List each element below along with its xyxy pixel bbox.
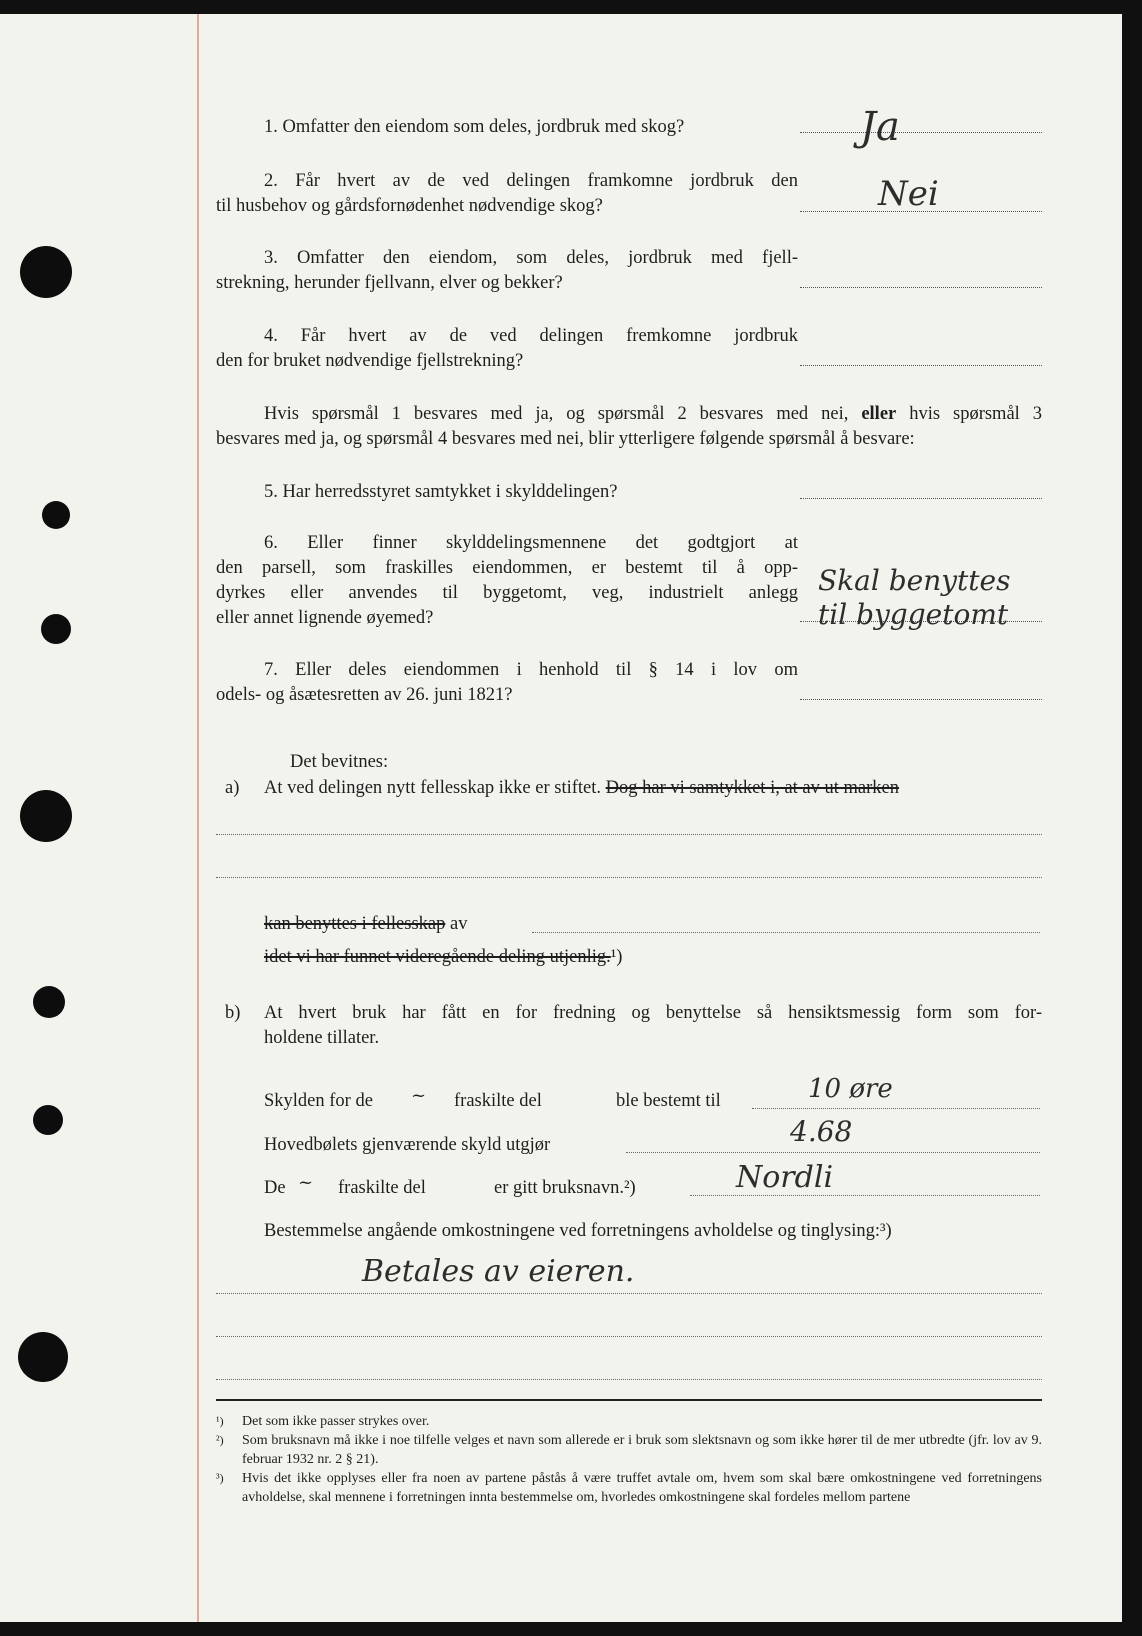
attest-b-label: b) [225, 1003, 241, 1023]
question-text: 1. Omfatter den eiendom som deles, jordbruk med skog? [264, 117, 685, 137]
question-3 [216, 246, 798, 296]
question-2 [216, 169, 798, 219]
attest-heading: Det bevitnes: [290, 752, 389, 772]
navn-label-3: er gitt bruksnavn.²) [494, 1178, 636, 1198]
skyld-mark: ~ [411, 1085, 427, 1106]
footnote-text: Som bruksnavn må ikke i noe tilfelle velges et navn som allerede er i bruk som slektsnavn og som ikke hører til de mer utbredte (jfr. lov av 9. februar 1932 nr. 2 § 21). [242, 1433, 1042, 1467]
question-4 [216, 324, 798, 374]
condition-text: Hvis spørsmål 1 besvares med ja, og spørsmål 2 besvares med nei, [264, 404, 862, 424]
punch-hole [33, 986, 65, 1018]
attest-a-struck: Dog har vi samtykket i, at av ut marken [605, 778, 900, 798]
navn-label-2: fraskilte del [338, 1178, 426, 1198]
navn-value: Nordli [736, 1160, 834, 1195]
question-text: odels- og åsætesretten av 26. juni 1821? [216, 685, 513, 705]
skyld-label-1: Skylden for de [264, 1091, 373, 1111]
question-text: 6. Eller finner skylddelingsmennene det godtgjort at [264, 533, 798, 553]
struck-line-4 [264, 945, 622, 970]
struck-text: idet vi har funnet videregående deling utjenlig. [264, 947, 611, 967]
attest-b-text [264, 1001, 1042, 1051]
margin-line [197, 14, 199, 1622]
hovedbol-label: Hovedbølets gjenværende skyld utgjør [264, 1135, 551, 1155]
struck-line-3 [264, 912, 467, 937]
plain-text: av [449, 914, 468, 934]
attest-b-line-1: At hvert bruk har fått en for fredning og benyttelse så hensiktsmessig form som for- [264, 1003, 1042, 1023]
dotted-line [752, 1108, 1040, 1109]
footnote-mark: ³) [216, 1471, 224, 1485]
dotted-line [216, 1336, 1042, 1337]
condition-bold: eller [861, 404, 897, 424]
punch-hole [42, 501, 70, 529]
footnote-text: Hvis det ikke opplyses eller fra noen av partene påstås å være truffet avtale om, hvem som skal bære omkostningene ved forretningens avholdelse, skal mennene i forretningen innta bestemmelse om, hvorledes omkostningene skal fordeles mellom partene [242, 1471, 1042, 1505]
answer-6-line-2: til byggetomt [818, 598, 1009, 631]
footnote-mark: ²) [216, 1433, 224, 1447]
question-text: 4. Får hvert av de ved delingen fremkomne jordbruk [264, 326, 798, 346]
answer-line-7 [800, 699, 1042, 700]
condition-paragraph [216, 402, 1042, 452]
answer-line-5 [800, 498, 1042, 499]
footnote-rule [216, 1399, 1042, 1401]
punch-hole [20, 246, 72, 298]
footnote-mark: ¹) [216, 1414, 224, 1428]
condition-line-2: besvares med ja, og spørsmål 4 besvares med nei, blir ytterligere følgende spørsmål å besvare: [216, 429, 915, 449]
question-text: 7. Eller deles eiendommen i henhold til § 14 i lov om [264, 660, 798, 680]
dotted-line [690, 1195, 1040, 1196]
question-text: 5. Har herredsstyret samtykket i skylddelingen? [264, 482, 618, 502]
condition-line-1 [216, 402, 1042, 427]
question-text: 2. Får hvert av de ved delingen framkomne jordbruk den [264, 171, 798, 191]
answer-2: Nei [878, 174, 939, 214]
attest-a-text: At ved delingen nytt fellesskap ikke er stiftet. [264, 778, 602, 798]
hovedbol-value: 4.68 [790, 1115, 853, 1148]
question-text: 3. Omfatter den eiendom, som deles, jordbruk med fjell- [264, 248, 798, 268]
footnote [216, 1431, 1042, 1469]
skyld-value: 10 øre [808, 1074, 893, 1104]
punch-hole [41, 614, 71, 644]
question-1 [216, 115, 798, 140]
dotted-line [216, 1379, 1042, 1380]
bestemmelse-label: Bestemmelse angående omkostningene ved forretningens avholdelse og tinglysing:³) [264, 1221, 892, 1241]
footnotes [216, 1412, 1042, 1507]
question-text: eller annet lignende øyemed? [216, 608, 434, 628]
dotted-line [216, 877, 1042, 878]
question-text: til husbehov og gårdsfornødenhet nødvendige skog? [216, 196, 603, 216]
punch-hole [18, 1332, 68, 1382]
form-page [0, 14, 1122, 1622]
punch-hole [20, 790, 72, 842]
question-6 [216, 531, 798, 631]
footnote-text: Det som ikke passer strykes over. [242, 1414, 430, 1429]
navn-label-1: De [264, 1178, 286, 1198]
question-text: den for bruket nødvendige fjellstrekning? [216, 351, 524, 371]
answer-line-1 [800, 132, 1042, 133]
question-text: dyrkes eller anvendes til byggetomt, veg, industrielt anlegg [216, 583, 798, 603]
navn-mark: ~ [298, 1172, 314, 1193]
attest-a-line [264, 776, 899, 801]
question-5 [216, 480, 798, 505]
dotted-line [532, 932, 1040, 933]
footnote-ref: ¹) [610, 947, 623, 967]
question-7 [216, 658, 798, 708]
attest-a-label: a) [225, 778, 240, 798]
attest-b-line-2: holdene tillater. [264, 1028, 380, 1048]
punch-hole [33, 1105, 63, 1135]
answer-1: Ja [860, 104, 900, 150]
skyld-label-2: fraskilte del [454, 1091, 542, 1111]
footnote [216, 1469, 1042, 1507]
answer-6-line-1: Skal benyttes [818, 564, 1011, 597]
question-text: strekning, herunder fjellvann, elver og bekker? [216, 273, 563, 293]
question-text: den parsell, som fraskilles eiendommen, er bestemt til å opp- [216, 558, 798, 578]
condition-text: hvis spørsmål 3 [896, 404, 1043, 424]
dotted-line [626, 1152, 1040, 1153]
footnote [216, 1412, 1042, 1431]
answer-line-4 [800, 365, 1042, 366]
dotted-line [216, 834, 1042, 835]
answer-line-3 [800, 287, 1042, 288]
dotted-line [216, 1293, 1042, 1294]
bestemmelse-value: Betales av eieren. [362, 1254, 635, 1289]
skyld-label-3: ble bestemt til [616, 1091, 721, 1111]
struck-text: kan benyttes i fellesskap [264, 914, 446, 934]
